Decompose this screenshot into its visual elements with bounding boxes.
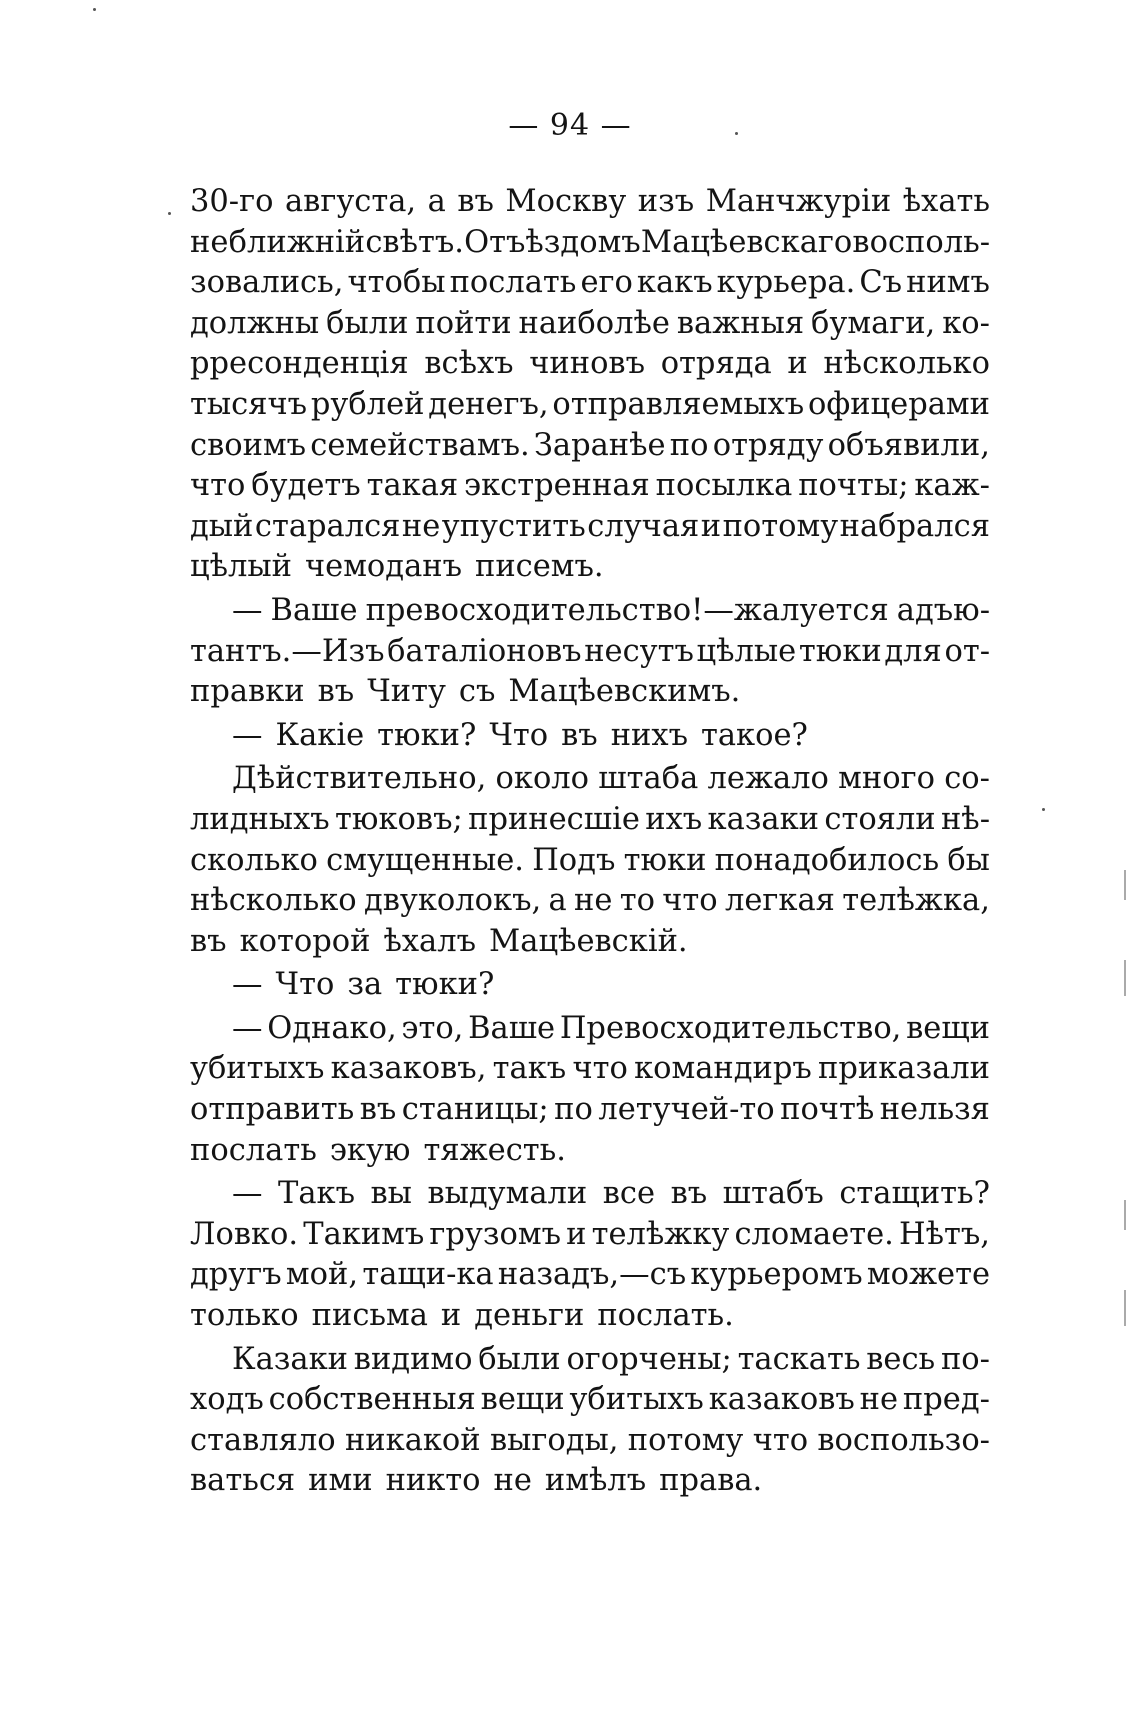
text-line: отправить въ станицы; по летучей-то почтѣ нельзя [190,1092,990,1128]
text-line: — Однако, это, Ваше Превосходительство, вещи [232,1010,990,1046]
paragraph [190,716,990,757]
scan-speck [1042,808,1045,811]
text-line: рресонденція всѣхъ чиновъ отряда и нѣсколько [190,346,990,382]
page-number: — 94 — [508,108,632,143]
scan-speck [735,132,738,135]
text-line: не ближній свѣтъ. Отъѣздомъ Мацѣевскаго восполь- [190,224,990,260]
text-line: — Такъ вы выдумали все въ штабъ стащить? [232,1176,990,1212]
body-text [190,182,990,1502]
text-line: убитыхъ казаковъ, такъ что командиръ приказали [190,1051,990,1087]
text-line: что будетъ такая экстренная посылка почты; каж- [190,468,990,504]
text-line: только письма и деньги послать. [190,1298,734,1334]
text-line: нѣсколько двуколокъ, а не то что легкая телѣжка, [190,883,990,919]
paragraph [190,591,990,713]
text-line: своимъ семействамъ. Заранѣе по отряду объявили, [190,427,990,463]
text-line: Ловко. Такимъ грузомъ и телѣжку сломаете. Нѣтъ, [190,1216,990,1252]
scan-edge-mark [1124,870,1126,900]
text-line: ставляло никакой выгоды, потому что воспользо- [190,1422,990,1458]
text-line: должны были пойти наиболѣе важныя бумаги, ко- [190,305,990,341]
paragraph [190,1009,990,1171]
text-line: въ которой ѣхалъ Мацѣевскій. [190,923,688,959]
paragraph [190,1174,990,1336]
text-line: другъ мой, тащи-ка назадъ,—съ курьеромъ можете [190,1257,990,1293]
text-line: тантъ.—Изъ баталіоновъ несутъ цѣлые тюки для от- [190,633,990,669]
text-line: цѣлый чемоданъ писемъ. [190,549,604,585]
paragraph [190,1340,990,1502]
text-line: — Ваше превосходительство!—жалуется адъю- [232,592,990,628]
text-line: — Какіе тюки? Что въ нихъ такое? [232,717,808,753]
text-line: дый старался не упустить случая и потому набрался [190,508,990,544]
text-line: ваться ими никто не имѣлъ права. [190,1463,763,1499]
text-line: зовались, чтобы послать его какъ курьера. Съ нимъ [190,265,990,301]
text-line: сколько смущенные. Подъ тюки понадобилось бы [190,842,990,878]
text-line: послать экую тяжесть. [190,1132,566,1168]
paragraph [190,965,990,1006]
text-line: лидныхъ тюковъ; принесшіе ихъ казаки стояли нѣ- [190,801,990,837]
text-line: — Что за тюки? [232,967,495,1003]
text-line: правки въ Читу съ Мацѣевскимъ. [190,674,741,710]
scan-edge-mark [1124,1290,1126,1326]
text-line: тысячъ рублей денегъ, отправляемыхъ офицерами [190,386,990,422]
scan-edge-mark [1124,960,1126,996]
text-line: Дѣйствительно, около штаба лежало много со- [232,761,990,797]
scan-edge-mark [1124,1200,1126,1230]
text-line: Казаки видимо были огорчены; таскать весь по- [232,1341,990,1377]
scan-speck [168,212,171,215]
paragraph [190,182,990,588]
text-line: ходъ собственныя вещи убитыхъ казаковъ не пред- [190,1382,990,1418]
paragraph [190,759,990,962]
scan-speck [93,8,96,11]
text-line: 30-го августа, а въ Москву изъ Манчжуріи ѣхать [190,184,990,219]
